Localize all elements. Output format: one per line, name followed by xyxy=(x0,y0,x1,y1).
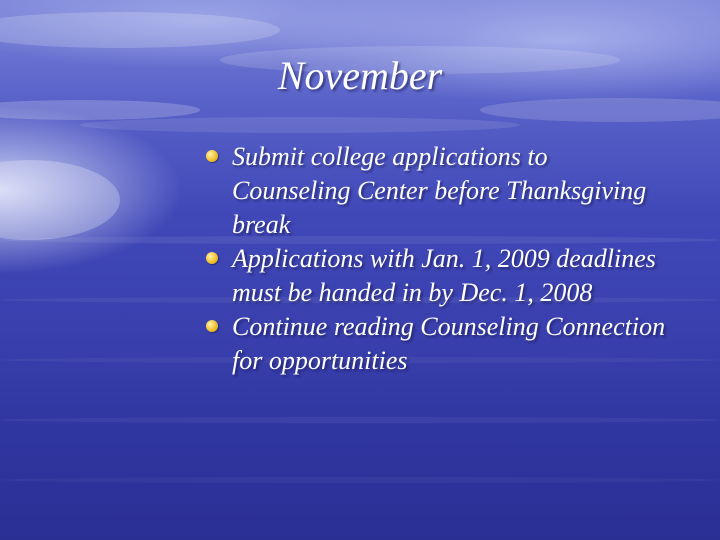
bullet-text: Applications with Jan. 1, 2009 deadlines must be handed in by Dec. 1, 2008 xyxy=(232,244,656,307)
bullet-item xyxy=(202,242,672,310)
bullet-item xyxy=(202,310,672,378)
bullet-list xyxy=(202,140,672,378)
bullet-icon xyxy=(206,320,218,332)
bullet-text: Submit college applications to Counseling Center before Thanksgiving break xyxy=(232,142,647,239)
bullet-icon xyxy=(206,150,218,162)
bullet-icon xyxy=(206,252,218,264)
bullet-text: Continue reading Counseling Connection for opportunities xyxy=(232,312,666,375)
slide-title: November xyxy=(277,53,443,98)
bullet-item xyxy=(202,140,672,242)
